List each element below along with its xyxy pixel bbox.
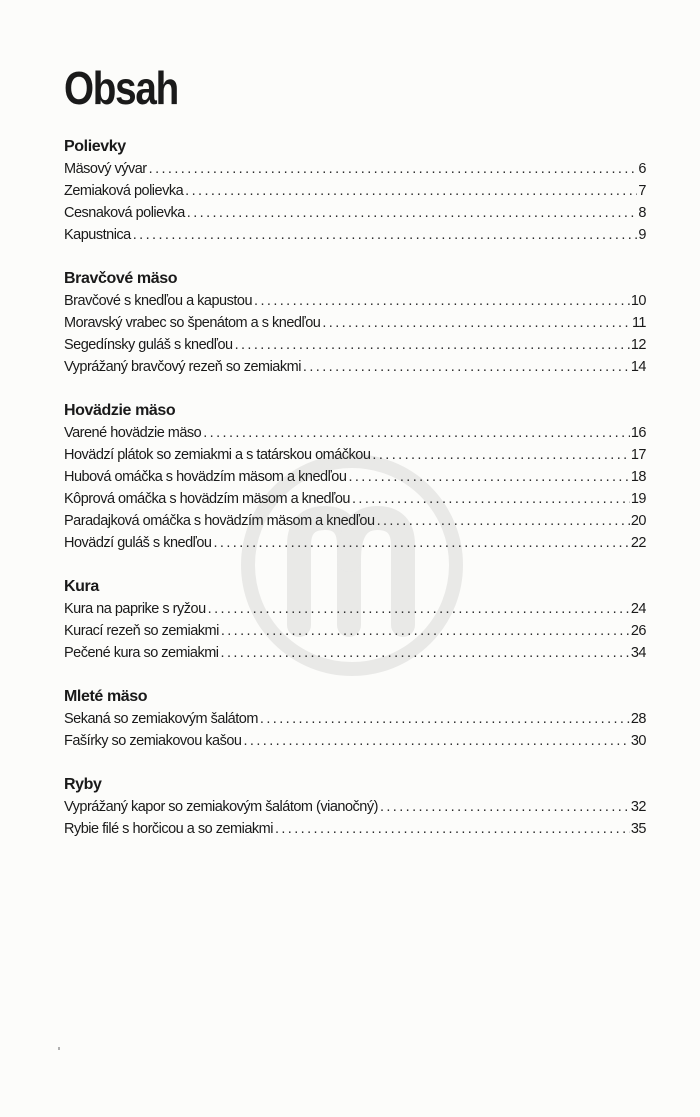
dot-leader [203,422,630,444]
entry-page-number: 20 [630,513,646,529]
entry-label: Mäsový vývar [64,161,147,177]
entry-page-number: 19 [630,491,646,507]
dot-leader [235,334,630,356]
dot-leader [380,796,630,818]
toc-entry [64,642,646,664]
dot-leader [275,818,630,840]
section-title: Mleté mäso [64,688,148,705]
entry-label: Kapustnica [64,227,131,243]
toc-section [64,575,646,664]
entry-label: Varené hovädzie mäso [64,425,202,441]
entry-page-number: 6 [638,161,646,177]
entry-label: Kurací rezeň so zemiakmi [64,623,219,639]
scan-speck [58,1047,60,1050]
toc-section [64,267,646,378]
entry-page-number: 30 [630,733,646,749]
section-title: Ryby [64,776,102,793]
toc-entry [64,730,646,752]
dot-leader [149,158,638,180]
entry-page-number: 11 [631,315,646,331]
dot-leader [133,224,638,246]
dot-leader [244,730,630,752]
entry-page-number: 28 [630,711,646,727]
dot-leader [348,466,629,488]
toc-section [64,773,646,840]
toc-entry [64,180,646,202]
dot-leader [372,444,629,466]
entry-page-number: 14 [630,359,646,375]
toc-entry [64,202,646,224]
toc-entry [64,818,646,840]
entry-label: Rybie filé s horčicou a so zemiakmi [64,821,273,837]
entry-label: Sekaná so zemiakovým šalátom [64,711,258,727]
toc-section [64,135,646,246]
entry-page-number: 22 [630,535,646,551]
dot-leader [208,598,630,620]
toc-entry [64,312,646,334]
entry-label: Fašírky so zemiakovou kašou [64,733,242,749]
entry-label: Vyprážaný bravčový rezeň so zemiakmi [64,359,301,375]
entry-page-number: 12 [630,337,646,353]
dot-leader [303,356,630,378]
entry-label: Zemiaková polievka [64,183,184,199]
section-title: Polievky [64,138,126,155]
dot-leader [221,642,630,664]
toc-section [64,685,646,752]
entry-label: Kura na paprike s ryžou [64,601,206,617]
entry-page-number: 34 [630,645,646,661]
toc-entry [64,290,646,312]
toc-entry [64,466,646,488]
dot-leader [221,620,630,642]
entry-page-number: 24 [630,601,646,617]
dot-leader [254,290,630,312]
toc-entry [64,224,646,246]
entry-label: Kôprová omáčka s hovädzím mäsom a knedľou [64,491,350,507]
table-of-contents [64,135,646,861]
entry-page-number: 16 [630,425,646,441]
entry-label: Hovädzí guláš s knedľou [64,535,212,551]
entry-label: Hovädzí plátok so zemiakmi a s tatárskou omáčkou [64,447,371,463]
toc-entry [64,488,646,510]
dot-leader [352,488,630,510]
toc-entry [64,422,646,444]
entry-label: Hubová omáčka s hovädzím mäsom a knedľou [64,469,347,485]
dot-leader [322,312,631,334]
entry-page-number: 8 [638,205,646,221]
entry-label: Cesnaková polievka [64,205,185,221]
toc-entry [64,334,646,356]
toc-entry [64,796,646,818]
entry-page-number: 32 [630,799,646,815]
entry-page-number: 18 [630,469,646,485]
toc-entry [64,356,646,378]
entry-page-number: 17 [630,447,646,463]
toc-section [64,399,646,554]
section-title: Hovädzie mäso [64,402,176,419]
entry-page-number: 9 [638,227,646,243]
entry-label: Vyprážaný kapor so zemiakovým šalátom (vianočný) [64,799,378,815]
toc-entry [64,598,646,620]
page-title: Obsah [64,62,178,114]
entry-label: Paradajková omáčka s hovädzím mäsom a knedľou [64,513,375,529]
dot-leader [187,202,638,224]
dot-leader [260,708,630,730]
toc-entry [64,444,646,466]
entry-label: Moravský vrabec so špenátom a s knedľou [64,315,321,331]
toc-entry [64,510,646,532]
dot-leader [377,510,630,532]
section-title: Bravčové mäso [64,270,178,287]
dot-leader [214,532,630,554]
entry-page-number: 35 [630,821,646,837]
toc-entry [64,708,646,730]
entry-page-number: 10 [630,293,646,309]
entry-label: Bravčové s knedľou a kapustou [64,293,253,309]
toc-entry [64,158,646,180]
entry-page-number: 7 [638,183,646,199]
entry-label: Pečené kura so zemiakmi [64,645,219,661]
section-title: Kura [64,578,99,595]
entry-page-number: 26 [630,623,646,639]
toc-entry [64,620,646,642]
entry-label: Segedínsky guláš s knedľou [64,337,233,353]
toc-entry [64,532,646,554]
dot-leader [185,180,637,202]
